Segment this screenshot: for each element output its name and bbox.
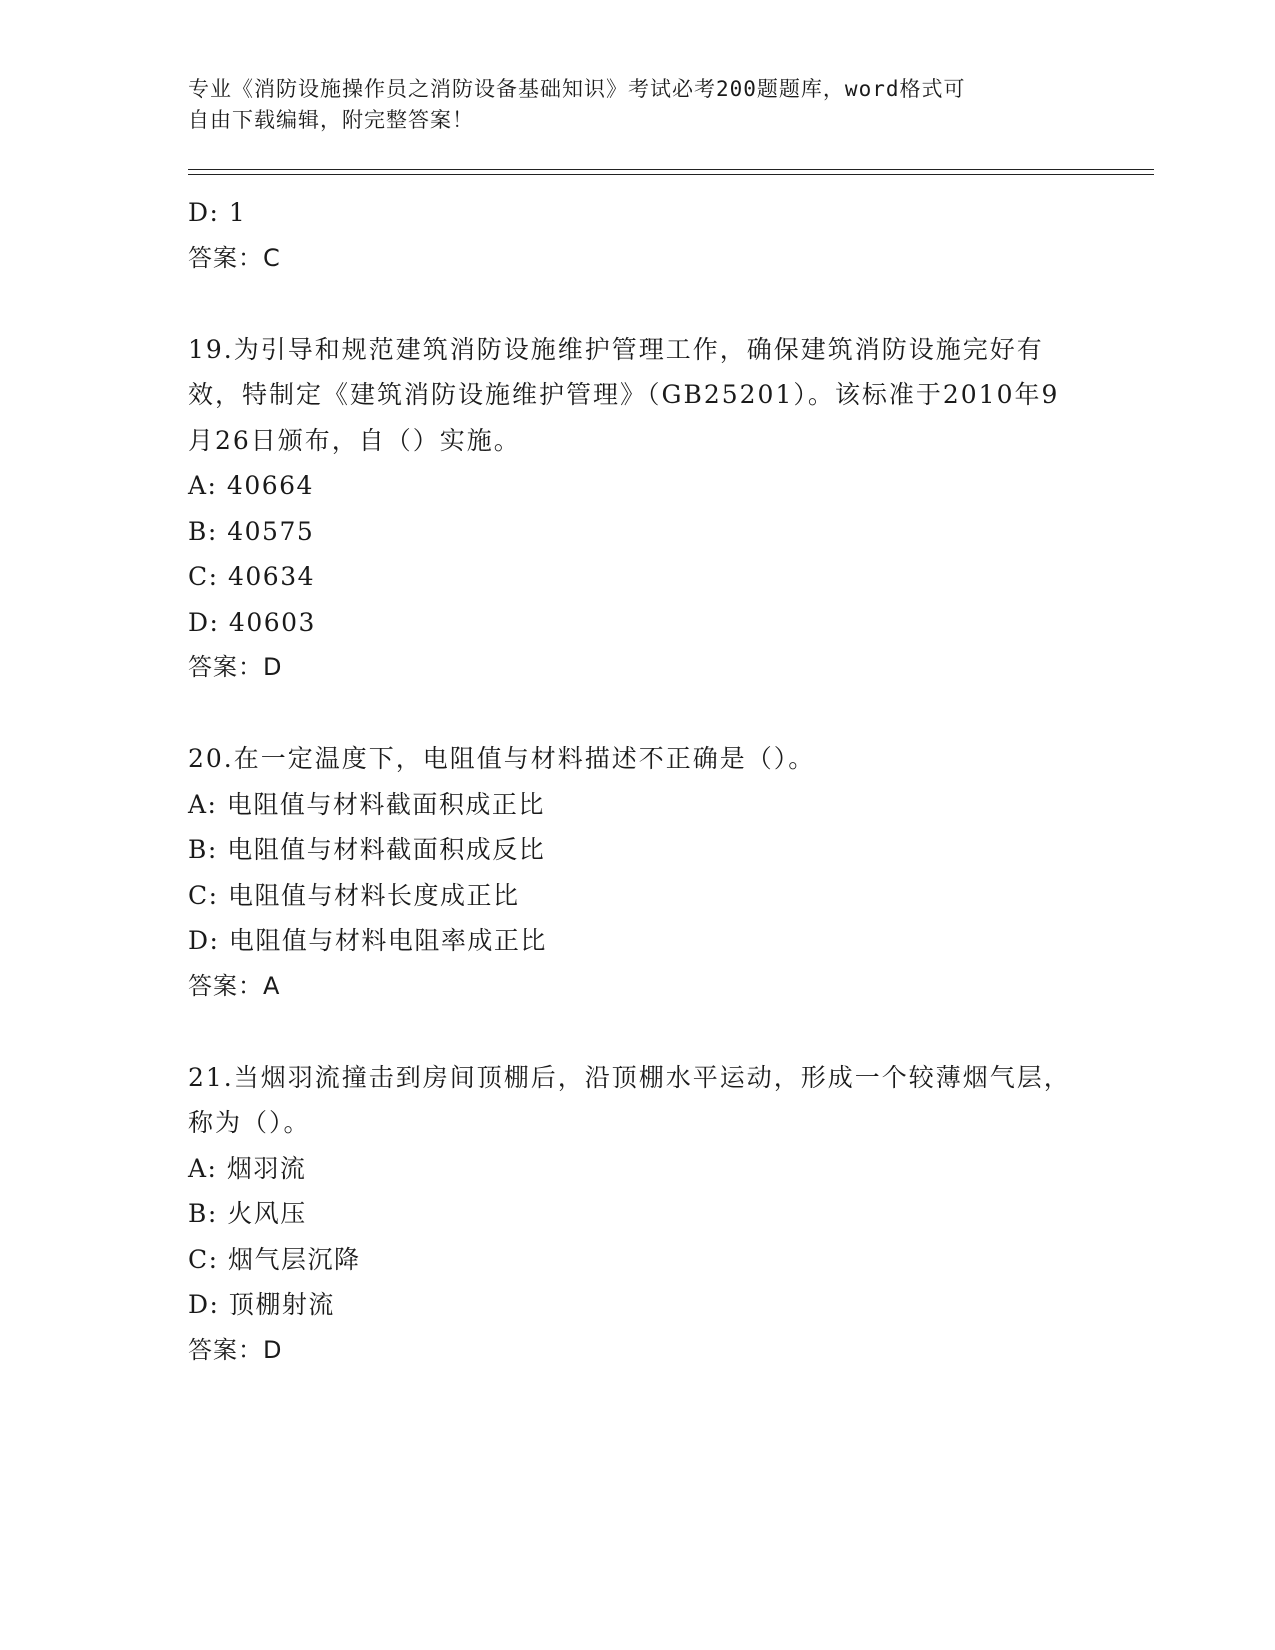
option-b: B: 火风压 — [188, 1199, 307, 1228]
question-text: 20.在一定温度下，电阻值与材料描述不正确是（）。 — [188, 744, 816, 773]
option-c: C: 电阻值与材料长度成正比 — [188, 880, 520, 910]
option-a: A: 烟羽流 — [188, 1153, 307, 1183]
header-divider-bottom — [188, 174, 1154, 175]
option-c: C: 40634 — [188, 562, 316, 591]
option-c: C: 烟气层沉降 — [188, 1244, 361, 1274]
continued-option-d: D: 1 — [188, 198, 247, 227]
question-text: 21.当烟羽流撞击到房间顶棚后，沿顶棚水平运动，形成一个较薄烟气层，称为（）。 — [188, 1062, 1071, 1137]
option-d: D: 顶棚射流 — [188, 1290, 335, 1319]
continued-answer: 答案：C — [188, 243, 281, 272]
question-list — [188, 190, 1088, 1373]
question-spacer — [188, 281, 1088, 327]
option-d: D: 电阻值与材料电阻率成正比 — [188, 926, 547, 955]
option-a: A: 40664 — [188, 471, 314, 500]
option-b: B: 电阻值与材料截面积成反比 — [188, 835, 546, 864]
option-d: D: 40603 — [188, 607, 316, 637]
answer-line: 答案：D — [188, 653, 283, 681]
question-block-19 — [188, 327, 1088, 691]
header-title-line-1: 专业《消防设施操作员之消防设备基础知识》考试必考200题题库，word格式可 — [188, 77, 966, 101]
question-text: 19.为引导和规范建筑消防设施维护管理工作，确保建筑消防设施完好有效，特制定《建筑消防设施维护管理》（GB25201）。该标准于2010年9月26日颁布，自（）实施。 — [188, 334, 1060, 455]
answer-line: 答案：A — [188, 971, 281, 1000]
option-a: A: 电阻值与材料截面积成正比 — [188, 789, 545, 819]
question-block-21 — [188, 1055, 1088, 1374]
header-divider-top — [188, 169, 1154, 170]
document-header — [188, 74, 1088, 136]
header-title-line-2: 自由下载编辑，附完整答案！ — [188, 108, 474, 132]
answer-line: 答案：D — [188, 1335, 283, 1364]
option-b: B: 40575 — [188, 516, 315, 546]
question-block-20 — [188, 736, 1088, 1009]
question-spacer — [188, 1009, 1088, 1055]
question-spacer — [188, 691, 1088, 737]
